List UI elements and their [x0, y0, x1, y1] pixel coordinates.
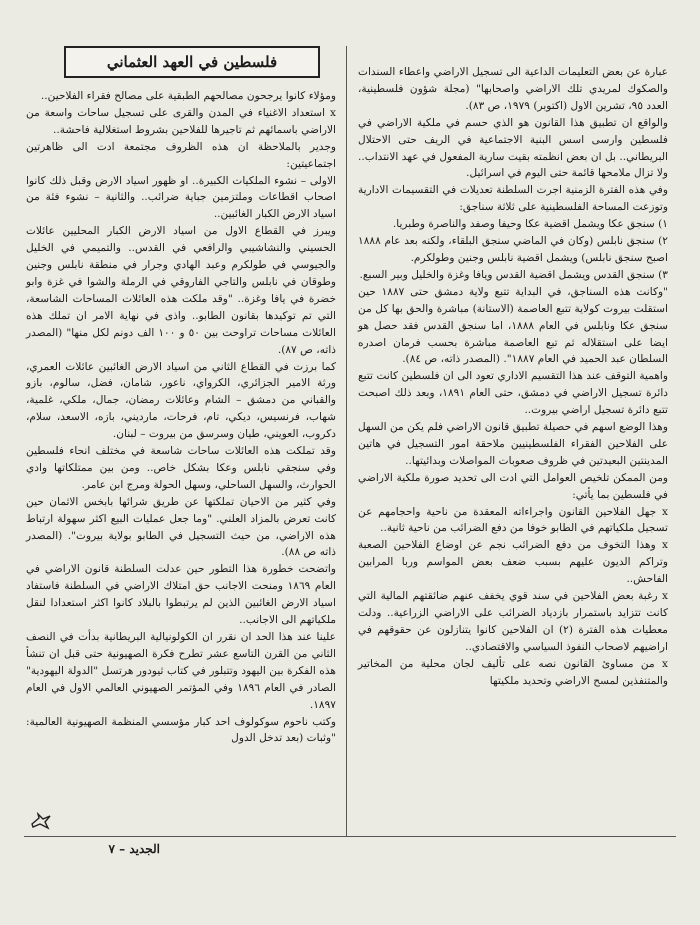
paragraph: علينا عند هذا الحد ان نقرر ان الكولونيالية البريطانية بدأت في النصف الثاني من القرن التاسع عشر تطرح فكرة الصهيونية حتى قبل ان تنشأ هذه الفكرة بين اليهود وتتبلور في كتاب ثيودور هرتسل "الدولة اليهودية" الصادر في العام ١٨٩٦ وفي المؤتمر الصهيوني العالمي الاول في العام ١٨٩٧. [26, 631, 336, 711]
paragraph: كما برزت في القطاع الثاني من اسياد الارض الغائبين عائلات العمري، ورثة الامير الجزائري، الكرواي، ناعور، شامان، فضل، سالوم، بازو والقباني من دمشق – الشام وعائلات رمضان، جمال، ملكي، غلمية، شهاب، فرنسيس، ديكي، تام، فرحات، مارديني، بازه، الاسعد، سلام، دكروب، العويني، طيان وسرسق من بيروت – لبنان. [26, 360, 336, 441]
paragraph: وجدير بالملاحظة ان هذه الظروف مجتمعة ادت الى ظاهرتين اجتماعيتين: [26, 140, 336, 170]
left-column [26, 88, 336, 747]
list-item: x جهل الفلاحين القانون واجراءاته المعقدة من ناحية واحجامهم عن تسجيل ملكياتهم في الطابو خوفا من دفع الضرائب من ناحية ثانية.. [358, 505, 668, 535]
list-item: x وهذا التخوف من دفع الضرائب نجم عن اوضاع الفلاحين الصعبة وتراكم الديون عليهم بسبب ضعف بعض المواسم وربا المرابين الفاحش.. [358, 539, 668, 586]
paragraph: الاولى – نشوء الملكيات الكبيرة.. او ظهور اسياد الارض وقبل ذلك كانوا اصحاب اقطاعات وملتزمين جباية ضرائب.. والثانية – نشوء فئة من اسياد الارض الكبار الغائبين.. [26, 174, 336, 221]
section-title: فلسطين في العهد العثماني [106, 53, 278, 71]
paragraph: واهمية التوقف عند هذا التقسيم الاداري تعود الى ان فلسطين كانت تتبع دائرة تسجيل الاراضي في دمشق، حتى العام ١٨٩١، وبعد ذلك اصبحت تتبع دائرة تسجيل اراضي بيروت.. [358, 370, 668, 417]
paragraph: والواقع ان تطبيق هذا القانون هو الذي حسم في ملكية الاراضي في فلسطين وارسى اسس البنية الاجتماعية في الريف حتى الاحتلال البريطاني.. بل ان بعض انظمته بقيت سارية المفعول في عهد الانتداب.. ولا تزال ملامحها قائمة حتى اليوم في اسرائيل. [358, 116, 668, 180]
paragraph: وفي كثير من الاحيان تملكتها عن طريق شرائها بابخس الاثمان حين كانت تعرض بالمزاد العلني. "وما جعل عمليات البيع اكثر سهولة ارتباط هذه الاراضي، من حيث التسجيل في الطابو بولاية بيروت". (المصدر ذاته ص ٨٨). [26, 495, 336, 559]
paragraph: وكتب ناحوم سوكولوف احد كبار مؤسسي المنظمة الصهيونية العالمية: "وثبات (بعد تدخل الدول [26, 715, 336, 745]
list-item: ٢) سنجق نابلس (وكان في الماضي سنجق البلقاء، ولكنه بعد عام ١٨٨٨ اصبح سنجق نابلس) ويشمل اقضية نابلس وجنين وطولكرم. [358, 235, 668, 264]
section-title-box [64, 46, 320, 78]
page-footer [40, 842, 160, 856]
list-item: x استعداد الاغنياء في المدن والقرى على تسجيل ساحات واسعة من الاراضي باسمائهم ثم تاجيرها للفلاحين بشروط استغلالية فاحشة.. [26, 106, 336, 136]
right-column [358, 64, 668, 690]
paragraph: ويبرز في القطاع الاول من اسياد الارض الكبار المحليين عائلات الحسيني والنشاشيبي والرافعي في القدس.. والتميمي في الخليل والجيوسي في طولكرم وعبد الهادي وجرار في منطقة نابلس وجنين وطوقان في نابلس والتاجي الفاروقي في الرملة والشوا في غزة وابو خضرة في يافا وغزة.. "وقد ملكت هذه العائلات المساحات الشاسعة، التي تم توكيدها بقانون الطابو.. واذى في نهاية الامر ان تملك هذه العائلات مساحات تراوحت بين ٥٠ و ١٠٠ الف دونم لكل منها" (المصدر ذاته، ص ٨٧). [26, 225, 336, 356]
paragraph: وهذا الوضع اسهم في حصيلة تطبيق قانون الاراضي فلم يكن من السهل على الفلاحين الفقراء الفلسطينيين ملاحقة امور التسجيل في هاتين المدينتين البعيدتين في ظروف صعوبات المواصلات وبدائيتها.. [358, 421, 668, 467]
paragraph: عبارة عن بعض التعليمات الداعية الى تسجيل الاراضي واعطاء السندات والصكوك لمريدي تلك الاراضي واصحابها" (مجلة شؤون فلسطينية، العدد ٩٥، تشرين الاول (اكتوبر) ١٩٧٩، ص ٨٣). [358, 66, 668, 112]
paragraph: وقد تملكت هذه العائلات ساحات شاسعة في مختلف انحاء فلسطين وفي سنجقي نابلس وعكا بشكل خاص.. ومن بين ممتلكاتها وادي الحوارث، والسهل الساحلي، وسهل الحولة ومرج ابن عامر. [26, 445, 336, 491]
list-item: ١) سنجق عكا ويشمل اقضية عكا وحيفا وصفد والناصرة وطبريا. [392, 218, 668, 231]
paragraph: ومن الممكن تلخيص العوامل التي ادت الى تحديد صورة ملكية الاراضي في فلسطين بما يأتي: [358, 471, 668, 501]
paragraph: واتضحت خطورة هذا التطور حين عدلت السلطنة قانون الاراضي في العام ١٨٦٩ ومنحت الاجانب حق امتلاك الاراضي في السلطنة فاستفاد اسياد الارض الغائبين الذين لم يرتبطوا بالبلاد كانوا اكثر استعدادا لنقل ملكياتهم الى الاجانب.. [26, 563, 337, 627]
list-item: x من مساوئ القانون نصه على تأليف لجان محلية من المخاتير والمتنفذين لمسح الاراضي وتحديد ملكيتها [358, 657, 668, 687]
column-divider [346, 46, 347, 836]
footer-rule [24, 836, 676, 837]
list-item: ٣) سنجق القدس ويشمل اقضية القدس ويافا وغزة والخليل وبير السبع. [359, 268, 668, 281]
paragraph: وفي هذه الفترة الزمنية اجرت السلطنة تعديلات في التقسيمات الادارية وتوزعت المساحة الفلسطينية على ثلاثة سناجق: [358, 184, 668, 214]
page-label: الجديد – ٧ [108, 842, 160, 856]
bird-logo-icon [30, 812, 52, 830]
paragraph: "وكانت هذه السناجق، في البداية تتبع ولاية دمشق حتى ١٨٨٧ حين استقلت بيروت كولاية تتبع العاصمة (الاستانة) مباشرة والحق بها كل من سنجق عكا ونابلس في العام ١٨٨٨، اما سنجق القدس فقد حصل هو ايضا على استقلاله ثم تبع العاصمة مباشرة بحسب فرمان اصدره السلطان عبد الحميد في العام ١٨٨٧". (المصدر ذاته، ص ٨٤). [358, 285, 668, 366]
paragraph: ومؤلاء كانوا يرجحون مصالحهم الطبقية على مصالح فقراء الفلاحين.. [40, 90, 336, 102]
list-item: x رغبة بعض الفلاحين في سند قوي يخفف عنهم ضائقتهم المالية التي كانت تتزايد باستمرار بازدياد الضرائب على الاراضي الزراعية.. ودلت معطيات هذه الفترة (٢) ان الفلاحين كانوا يتنازلون عن حقوقهم في اراضيهم لاصحاب النفوذ السياسي والاقتصادي.. [358, 590, 668, 653]
